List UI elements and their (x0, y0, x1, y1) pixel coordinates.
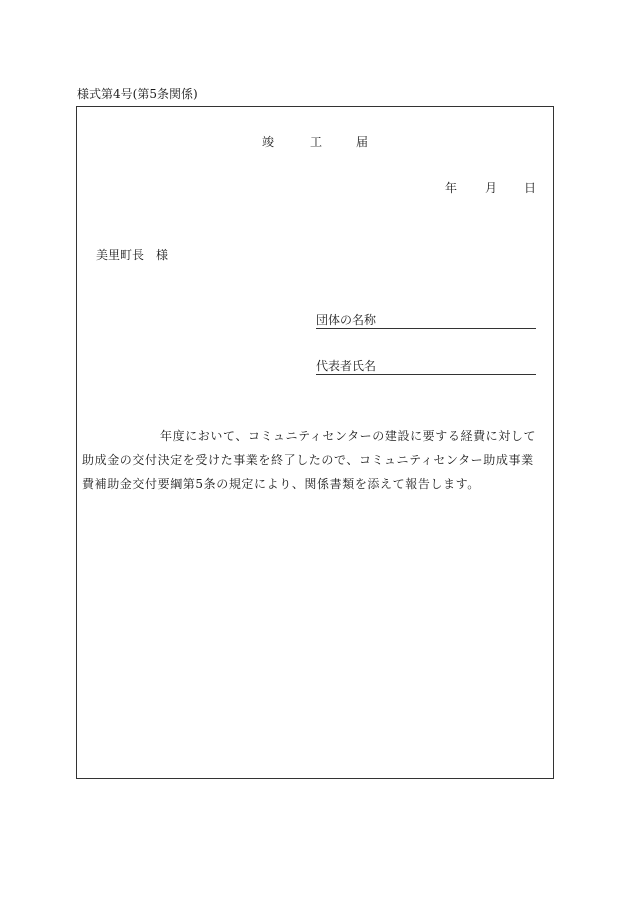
body-line-1: 年度において、コミュニティセンターの建設に要する経費に対して (160, 429, 537, 443)
addressee-name: 美里町長 (96, 248, 145, 262)
organization-name-label: 団体の名称 (316, 313, 377, 327)
representative-name-label: 代表者氏名 (316, 359, 377, 373)
date-month-label: 月 (485, 181, 498, 195)
organization-name-field[interactable] (316, 312, 536, 329)
representative-name-field[interactable] (316, 358, 536, 375)
date-day-label: 日 (524, 181, 537, 195)
date-year-label: 年 (445, 181, 458, 195)
addressee-honorific: 様 (156, 248, 169, 262)
document-title (0, 134, 630, 150)
title-char-3: 届 (356, 135, 369, 149)
title-char-2: 工 (310, 135, 323, 149)
date-line (0, 180, 630, 196)
report-body (82, 424, 552, 496)
body-line-3: 費補助金交付要綱第5条の規定により、関係書類を添えて報告します。 (82, 477, 480, 491)
addressee (96, 247, 168, 263)
form-number-label: 様式第4号(第5条関係) (77, 87, 198, 101)
body-line-2: 助成金の交付決定を受けた事業を終了したので、コミュニティセンター助成事業 (82, 453, 534, 467)
title-char-1: 竣 (262, 135, 275, 149)
